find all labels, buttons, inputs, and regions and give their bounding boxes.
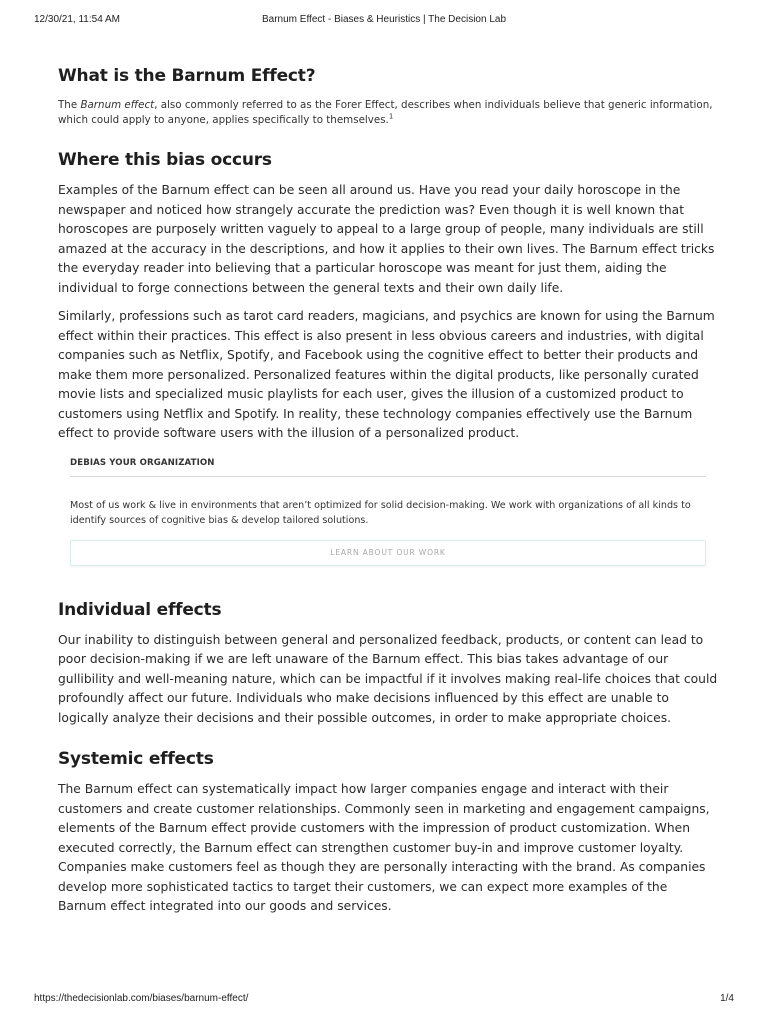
print-footer — [0, 993, 768, 1009]
definition-text: , also commonly referred to as the Forer Effect, describes when individuals believe that generic information, which could apply to anyone, applies specifically to themselves. — [58, 99, 713, 126]
debias-cta-box — [70, 458, 706, 566]
heading-individual-effects: Individual effects — [58, 599, 222, 620]
print-header — [0, 14, 768, 30]
cta-title: DEBIAS YOUR ORGANIZATION — [70, 458, 706, 477]
learn-about-our-work-button[interactable]: LEARN ABOUT OUR WORK — [70, 540, 706, 566]
individual-paragraph: Our inability to distinguish between general and personalized feedback, products, or content can lead to poor decision-making if we are left unaware of the Barnum effect. This bias takes advantage of our gullibility and well-meaning nature, which can be impactful if it involves making real-life choices that could profoundly affect our future. Individuals who make decisions influenced by this effect are unable to logically analyze their decisions and their possible outcomes, in order to make appropriate choices. — [58, 632, 718, 725]
heading-systemic-effects: Systemic effects — [58, 749, 214, 769]
definition-term: Barnum effect — [80, 99, 155, 111]
where-section-body — [58, 181, 718, 444]
footnote-link[interactable]: 1 — [388, 112, 394, 121]
where-paragraph-1: Examples of the Barnum effect can be seen all around us. Have you read your daily horoscope in the newspaper and noticed how strangely accurate the prediction was? Even though it is well known that horoscopes are purposely written vaguely to appeal to a large group of people, many individuals are still amazed at the accuracy in the descriptions, and how it applies to their own lives. The Barnum effect tricks the everyday reader into believing that a particular horoscope was meant for just them, aiding the individual to forge connections between the general texts and their own daily life. — [58, 183, 715, 295]
where-paragraph-2: Similarly, professions such as tarot card readers, magicians, and psychics are known for using the Barnum effect within their practices. This effect is also present in less obvious careers and industries, with digital companies such as Netflix, Spotify, and Facebook using the cognitive effect to better their products and make them more personalized. Personalized features within the digital products, like personally curated movie lists and specialized music playlists for each user, gives the illusion of a customized product to customers using Netflix and Spotify. In reality, these technology companies effectively use the Barnum effect to provide software users with the illusion of a personalized product. — [58, 309, 715, 440]
definition-paragraph — [58, 98, 718, 128]
systemic-paragraph: The Barnum effect can systematically impact how larger companies engage and interact with their customers and create customer relationships. Commonly seen in marketing and engagement campaigns, elements of the Barnum effect provide customers with the impression of product customization. When executed correctly, the Barnum effect can strengthen customer buy-in and improve customer loyalty. Companies make customers feel as though they are personally interacting with the brand. As companies develop more sophisticated tactics to target their customers, we can expect more examples of the Barnum effect integrated into our goods and services. — [58, 782, 710, 913]
heading-what-is: What is the Barnum Effect? — [58, 66, 316, 86]
article — [58, 64, 718, 917]
print-page-number: 1/4 — [720, 993, 734, 1004]
print-url: https://thedecisionlab.com/biases/barnum-effect/ — [34, 993, 249, 1004]
print-page-title: Barnum Effect - Biases & Heuristics | The Decision Lab — [262, 14, 506, 25]
cta-text: Most of us work & live in environments that aren’t optimized for solid decision-making. We work with organizations of all kinds to identify sources of cognitive bias & develop tailored solutions. — [70, 499, 691, 526]
definition-prefix: The — [58, 99, 81, 111]
print-datetime: 12/30/21, 11:54 AM — [34, 14, 120, 25]
heading-where-bias-occurs: Where this bias occurs — [58, 150, 272, 170]
